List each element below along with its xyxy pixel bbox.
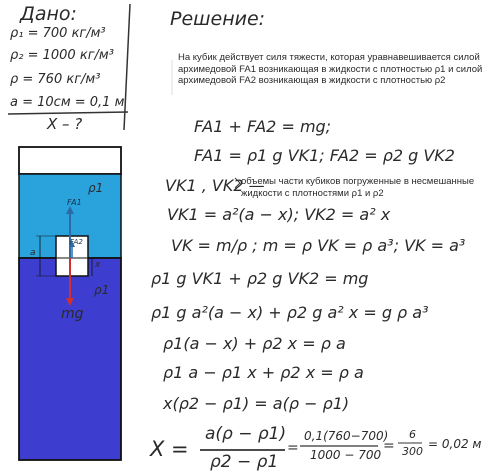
- given-underline: [8, 112, 128, 114]
- eq-vk-parts: VK1 = a²(a − x); VK2 = a² x: [167, 205, 391, 224]
- eq-force-balance: FA1 + FA2 = mg;: [194, 117, 332, 136]
- svg-text:=: =: [287, 440, 299, 456]
- calc-fraction-numerator: 6: [409, 428, 416, 441]
- volumes-note: объемы части кубиков погруженные в несмешанные жидкости с плотностями ρ1 и ρ2: [241, 176, 475, 199]
- given-rho1: ρ₁ = 700 кг/м³: [10, 26, 106, 41]
- eq-substituted: ρ1 g a²(a − x) + ρ2 g a² x = g ρ a³: [151, 303, 429, 322]
- eq-volumes-label: VK1 , VK2 —: [165, 176, 265, 195]
- given-rho: ρ = 760 кг/м³: [10, 72, 101, 87]
- final-x: X =: [150, 437, 189, 461]
- label-a: a: [30, 248, 36, 258]
- result: = 0,02 м: [428, 437, 482, 451]
- label-rho1-top: ρ1: [88, 181, 104, 195]
- intro-text: На кубик действует силя тяжести, которая уравнавешивается силой архимедовой FA1 возникающая в жидкости с плотностью ρ1 и силой архимедовой FA2 возникающая в жидкости с плотностью ρ2: [178, 52, 483, 86]
- given-title: Дано:: [20, 3, 77, 25]
- calc-fraction-denominator: 300: [402, 445, 423, 458]
- final-numerator: a(ρ − ρ1): [205, 424, 287, 444]
- given-divider: [124, 4, 130, 130]
- beaker-diagram: [19, 147, 121, 460]
- eq-expanded: ρ1 a − ρ1 x + ρ2 x = ρ a: [163, 363, 364, 382]
- given-a: a = 10см = 0,1 м: [10, 95, 125, 110]
- label-fa2: FA2: [70, 238, 83, 246]
- solution-title: Решение:: [170, 8, 266, 30]
- eq-vk-total: VK = m/ρ ; m = ρ VK = ρ a³; VK = a³: [171, 236, 466, 255]
- eq-simplified: ρ1(a − x) + ρ2 x = ρ a: [163, 334, 346, 353]
- label-fa1: FA1: [67, 198, 82, 207]
- final-denominator: ρ2 − ρ1: [210, 452, 279, 472]
- given-find: X – ?: [47, 115, 83, 133]
- label-x: x: [95, 260, 101, 270]
- calc-numerator: 0,1(760−700): [304, 429, 389, 443]
- calc-denominator: 1000 − 700: [310, 448, 382, 462]
- volumes-dash: [235, 178, 240, 188]
- eq-balance-expanded: ρ1 g VK1 + ρ2 g VK2 = mg: [151, 269, 369, 288]
- eq-factored: x(ρ2 − ρ1) = a(ρ − ρ1): [163, 394, 350, 413]
- label-mg: mg: [61, 306, 84, 322]
- eq-archimedes: FA1 = ρ1 g VK1; FA2 = ρ2 g VK2: [194, 146, 455, 165]
- given-rho2: ρ₂ = 1000 кг/м³: [10, 48, 114, 63]
- svg-text:=: =: [383, 438, 395, 454]
- label-rho1-bottom: ρ1: [94, 283, 110, 297]
